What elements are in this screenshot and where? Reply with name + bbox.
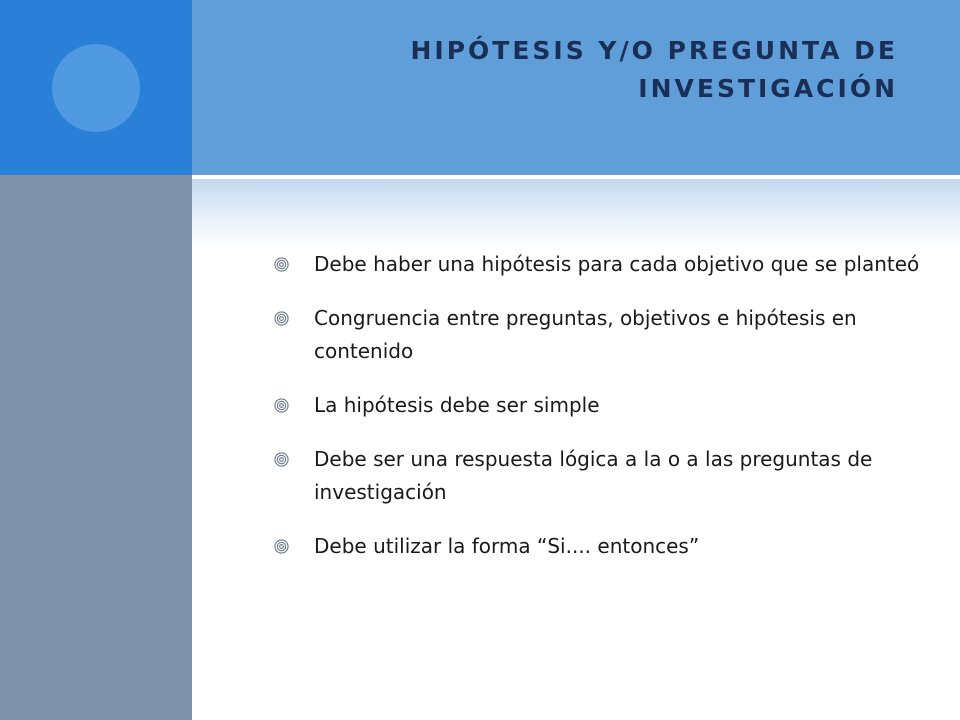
bullet-text: Congruencia entre preguntas, objetivos e hipótesis en contenido — [314, 306, 857, 363]
bullet-text: La hipótesis debe ser simple — [314, 393, 600, 417]
bullet-text: Debe utilizar la forma “Si.... entonces” — [314, 534, 700, 558]
bullet-item — [270, 302, 920, 368]
title-line-2: INVESTIGACIÓN — [638, 74, 898, 103]
decorative-circle — [52, 44, 140, 132]
bullet-icon — [274, 311, 289, 326]
bullet-item — [270, 530, 920, 563]
bullet-text: Debe haber una hipótesis para cada objetivo que se planteó — [314, 252, 920, 276]
slide-title — [298, 32, 898, 108]
left-sidebar-panel — [0, 175, 192, 720]
bullet-item — [270, 248, 920, 281]
title-line-1: HIPÓTESIS Y/O PREGUNTA DE — [410, 36, 898, 65]
bullet-list — [270, 248, 920, 584]
bullet-text: Debe ser una respuesta lógica a la o a las preguntas de investigación — [314, 447, 873, 504]
bullet-icon — [274, 398, 289, 413]
bullet-icon — [274, 257, 289, 272]
bullet-item — [270, 443, 920, 509]
bullet-item — [270, 389, 920, 422]
header-gradient — [192, 179, 960, 249]
bullet-icon — [274, 539, 289, 554]
bullet-icon — [274, 452, 289, 467]
